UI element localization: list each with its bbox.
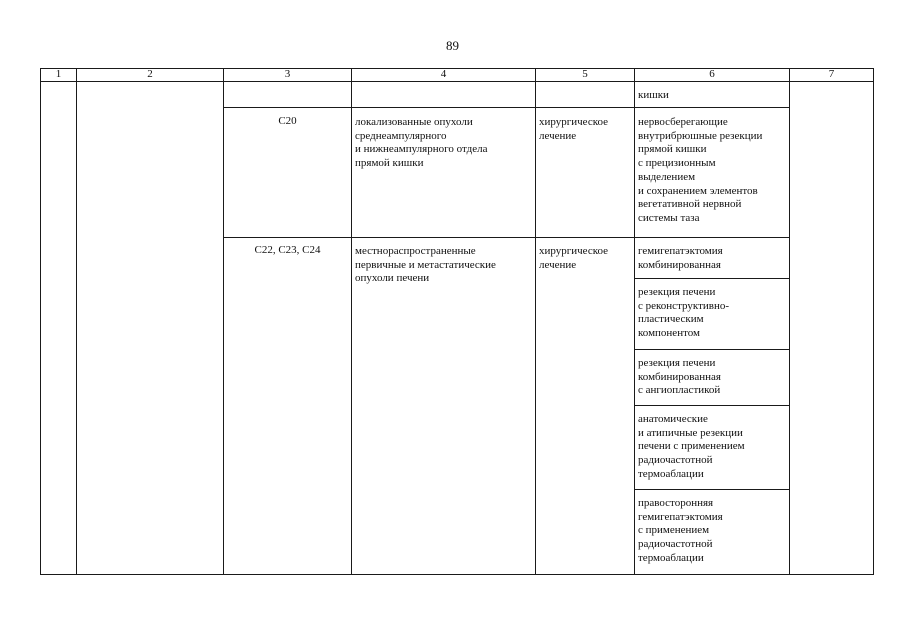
method-divider (634, 349, 790, 350)
method-cell: резекция печени с реконструктивно- пластическим компонентом (638, 286, 730, 340)
method-divider (634, 489, 790, 490)
method-divider (634, 278, 790, 279)
column-header-7: 7 (828, 68, 835, 80)
method-cell: резекция печени комбинированная с ангиопластикой (638, 357, 721, 397)
treatment-type: хирургическое лечение (539, 116, 609, 142)
header-bottom-border (40, 81, 874, 82)
method-cell: нервосберегающие внутрибрюшные резекции прямой кишки с прецизионным выделением и сохранением элементов вегетативной нервной системы таза (638, 116, 763, 224)
method-cell: правосторонняя гемигепатэктомия с применением радиочастотной термоаблации (638, 497, 723, 564)
header-separator (789, 68, 790, 575)
column-header-4: 4 (440, 68, 447, 80)
diagnosis-description: местнораспространенные первичные и метастатические опухоли печени (355, 245, 496, 285)
method-cell: кишки (638, 89, 669, 101)
diagnosis-description: локализованные опухоли среднеампулярного и нижнеампулярного отдела прямой кишки (355, 116, 488, 170)
header-separator (223, 68, 224, 575)
column-header-5: 5 (582, 68, 588, 80)
header-separator (535, 68, 536, 575)
column-header-6: 6 (709, 68, 715, 80)
table-bottom-border (40, 574, 874, 575)
method-cell: гемигепатэктомия комбинированная (638, 245, 723, 271)
method-cell: анатомические и атипичные резекции печени с применением радиочастотной термоаблации (638, 413, 745, 480)
header-separator (351, 68, 352, 575)
header-separator (40, 68, 41, 575)
method-divider (634, 405, 790, 406)
column-header-2: 2 (147, 68, 153, 80)
header-separator (634, 68, 635, 575)
table-right-border (873, 68, 874, 575)
diagnosis-code: C20 (278, 115, 297, 127)
column-header-3: 3 (284, 68, 291, 80)
row-divider (223, 237, 790, 238)
row-divider (223, 107, 790, 108)
diagnosis-code: C22, C23, C24 (254, 244, 321, 256)
column-header-1: 1 (55, 68, 62, 80)
header-separator (76, 68, 77, 575)
treatment-type: хирургическое лечение (539, 245, 609, 271)
page-number: 89 (446, 38, 459, 53)
